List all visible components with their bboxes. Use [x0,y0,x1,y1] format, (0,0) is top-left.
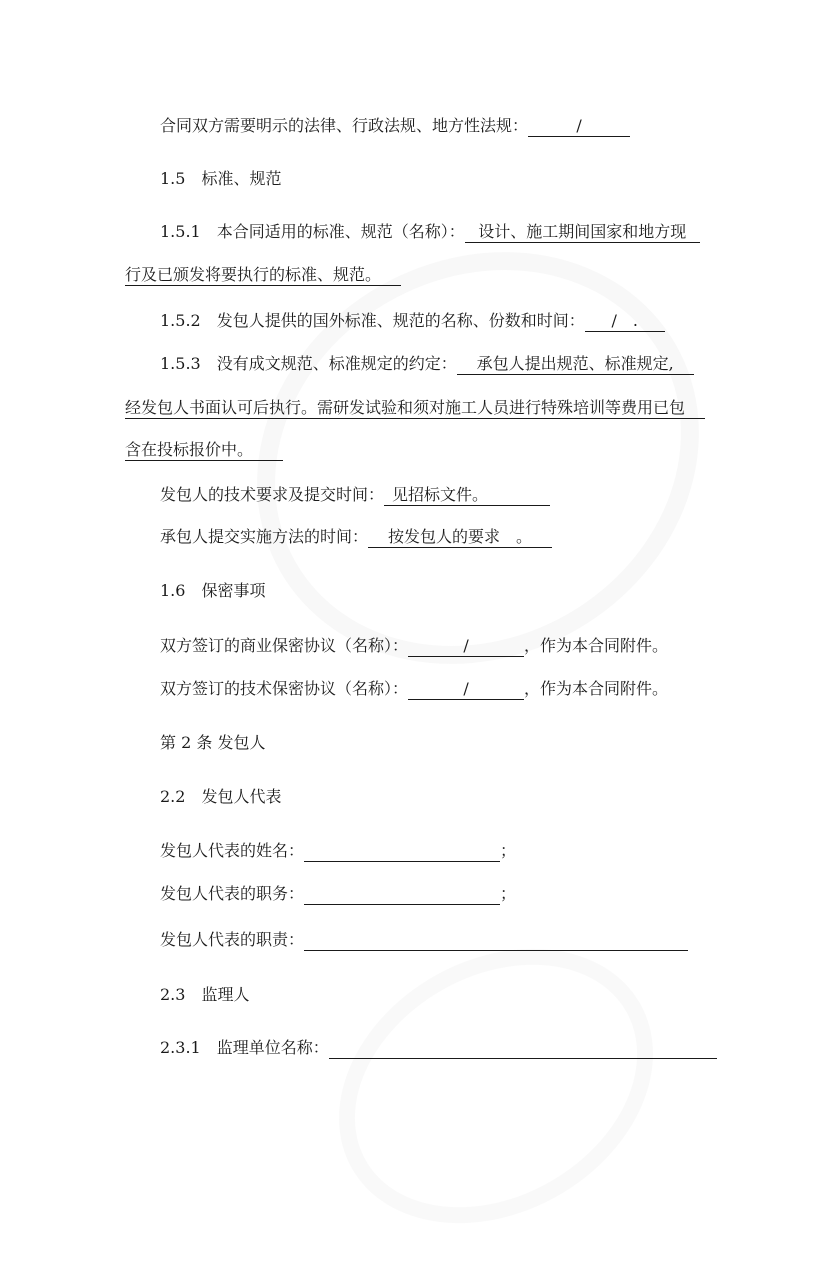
laws-line [160,116,630,137]
section-1-6-title: 1.6 保密事项 [160,581,266,600]
rep-duty-label: 发包人代表的职责： [160,930,305,949]
rep-post-label: 发包人代表的职务： [160,884,305,903]
section-2-3-title: 2.3 监理人 [160,985,250,1004]
standards-line-2 [125,265,401,286]
laws-label: 合同双方需要明示的法律、行政法规、地方性法规： [160,116,529,135]
tech-secret-blank: / [408,679,524,700]
no-standard-value-1: 承包人提出规范、标准规定, [457,354,694,375]
method-label: 承包人提交实施方法的时间： [160,527,369,546]
foreign-standards-blank: / . [585,311,665,332]
standards-label: 1.5.1 本合同适用的标准、规范（名称）： [160,222,465,241]
rep-name-blank [304,841,500,862]
rep-name-line [160,841,516,862]
method-line [160,527,552,548]
tech-req-label: 发包人的技术要求及提交时间： [160,485,385,504]
tech-secret-line [160,679,668,700]
rep-name-suffix: ； [500,841,517,860]
section-2-2-title: 2.2 发包人代表 [160,787,282,806]
rep-post-blank [304,884,500,905]
tech-req-value: 见招标文件。 [384,485,550,506]
no-standard-line-2 [125,398,705,419]
rep-duty-line [160,930,688,951]
laws-blank: / [528,116,630,137]
supervisor-label: 2.3.1 监理单位名称： [160,1038,329,1057]
rep-duty-blank [304,930,688,951]
foreign-standards-line [160,311,665,332]
rep-name-label: 发包人代表的姓名： [160,841,305,860]
article-2-title: 第 2 条 发包人 [160,733,266,752]
no-standard-value-3: 含在投标报价中。 [125,440,283,461]
supervisor-blank [329,1038,717,1059]
supervisor-line [160,1038,717,1059]
no-standard-value-2: 经发包人书面认可后执行。需研发试验和须对施工人员进行特殊培训等费用已包 [125,398,705,419]
standards-line [160,222,700,243]
section-1-5-title: 1.5 标准、规范 [160,169,282,188]
no-standard-label: 1.5.3 没有成文规范、标准规定的约定： [160,354,457,373]
tech-secret-suffix: ，作为本合同附件。 [524,679,669,698]
tech-secret-label: 双方签订的技术保密协议（名称）： [160,679,409,698]
biz-secret-blank: / [408,636,524,657]
rep-post-line [160,884,516,905]
standards-value-1: 设计、施工期间国家和地方现 [465,222,700,243]
tech-req-line [160,485,550,506]
biz-secret-label: 双方签订的商业保密协议（名称）： [160,636,409,655]
rep-post-suffix: ； [500,884,517,903]
method-value: 按发包人的要求 。 [368,527,552,548]
foreign-standards-label: 1.5.2 发包人提供的国外标准、规范的名称、份数和时间： [160,311,585,330]
watermark-seal-lower [289,894,703,1278]
biz-secret-line [160,636,668,657]
no-standard-line-3 [125,440,283,461]
standards-value-2: 行及已颁发将要执行的标准、规范。 [125,265,401,286]
no-standard-line [160,354,694,375]
biz-secret-suffix: ，作为本合同附件。 [524,636,669,655]
